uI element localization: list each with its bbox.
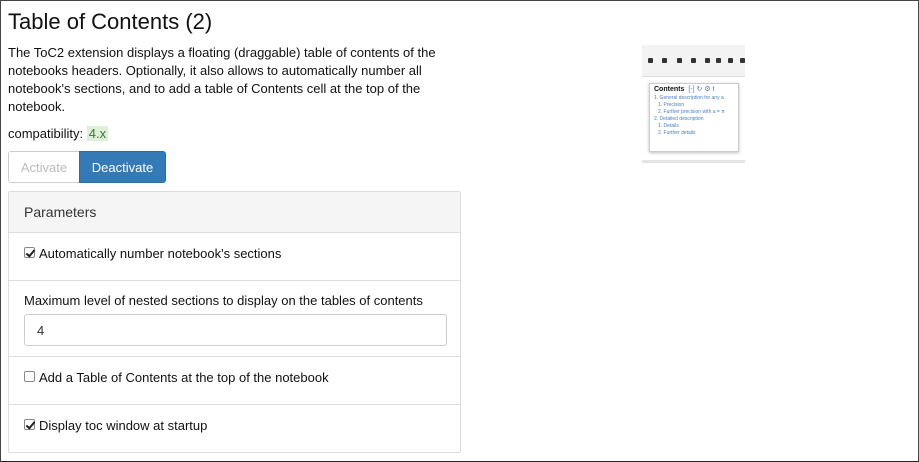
toc-cell-checkbox[interactable] xyxy=(24,371,35,382)
toc-window-checkbox[interactable] xyxy=(24,419,35,430)
param-toc-cell xyxy=(9,357,460,405)
preview-tool-icon xyxy=(716,58,721,63)
preview-toc-title: Contents xyxy=(654,86,685,93)
preview-refresh-icon xyxy=(705,58,710,63)
preview-chart-icon xyxy=(691,58,696,63)
compatibility-label: compatibility: xyxy=(8,126,84,141)
preview-toc-item: 1. Details xyxy=(658,123,679,129)
preview-toolbar xyxy=(642,45,745,77)
toc-window-label: Display toc window at startup xyxy=(39,418,208,433)
preview-toc-controls: [-] ↻ ⚙ t xyxy=(688,86,715,93)
preview-toc-heading xyxy=(654,86,734,93)
max-level-label: Maximum level of nested sections to display on the tables of contents xyxy=(24,293,423,308)
param-number-sections xyxy=(9,233,460,281)
number-sections-checkbox[interactable] xyxy=(24,247,35,258)
preview-toc-window xyxy=(649,83,739,152)
param-toc-window xyxy=(9,405,460,453)
toc-window-option[interactable] xyxy=(24,418,207,433)
toc-cell-option[interactable] xyxy=(24,370,329,385)
activate-button[interactable]: Activate xyxy=(8,151,79,183)
number-sections-label: Automatically number notebook's sections xyxy=(39,246,282,261)
toc-cell-label: Add a Table of Contents at the top of the notebook xyxy=(39,370,329,385)
extension-description: The ToC2 extension displays a floating (draggable) table of contents of the notebooks headers. Optionally, it also allows to automatically number all notebook's sections, and to add a table of Contents cell at the top of the notebook. xyxy=(8,45,436,114)
activation-button-group xyxy=(8,151,166,183)
preview-tool-icon xyxy=(740,58,745,63)
preview-toc-item: 2. Further details xyxy=(658,130,696,136)
compatibility-line xyxy=(8,126,108,141)
compatibility-version: 4.x xyxy=(88,126,107,141)
preview-toc-item: 2. Detailed description xyxy=(654,116,704,122)
preview-toc-item: 1. General description for any a xyxy=(654,95,724,101)
preview-wrench-icon xyxy=(728,58,733,63)
deactivate-button[interactable]: Deactivate xyxy=(79,151,166,183)
parameters-panel xyxy=(8,191,461,453)
preview-tool-icon xyxy=(662,58,667,63)
preview-toc-item: 2. Further precision with a = π xyxy=(658,109,725,115)
preview-tool-icon xyxy=(677,58,682,63)
page-title: Table of Contents (2) xyxy=(8,9,213,34)
preview-tool-icon xyxy=(648,58,653,63)
parameters-heading: Parameters xyxy=(9,192,460,233)
number-sections-option[interactable] xyxy=(24,246,281,261)
param-max-level xyxy=(9,281,460,357)
preview-bottom-edge xyxy=(642,160,745,163)
max-level-input[interactable] xyxy=(24,314,447,346)
preview-toc-item: 1. Precision xyxy=(658,102,685,108)
extension-preview-image xyxy=(642,45,745,163)
